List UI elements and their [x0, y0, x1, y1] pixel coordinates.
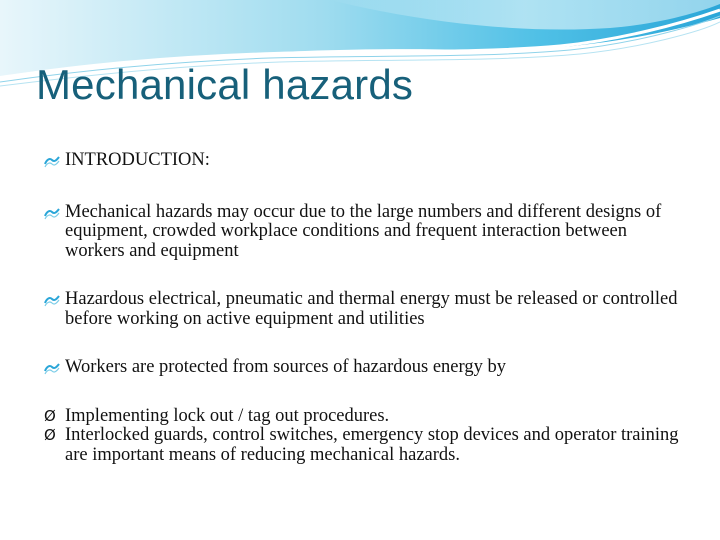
- bullet-text: INTRODUCTION:: [65, 150, 210, 170]
- arrow-bullet-icon: Ø: [44, 406, 56, 425]
- arrow-bullet-icon: Ø: [44, 426, 56, 444]
- bullet-item: [44, 151, 684, 171]
- slide-title: Mechanical hazards: [36, 61, 414, 108]
- sub-bullet-item: [44, 407, 684, 427]
- bullet-text: Hazardous electrical, pneumatic and thermal energy must be released or controlled before working on active equipment and utilities: [65, 289, 678, 329]
- bullet-item: [44, 290, 684, 329]
- wave-bullet-icon: [44, 294, 60, 307]
- sub-bullet-text: Implementing lock out / tag out procedures.: [65, 405, 390, 426]
- slide-body: [44, 150, 684, 465]
- bullet-text: Workers are protected from sources of hazardous energy by: [65, 357, 506, 377]
- bullet-item: [44, 358, 684, 378]
- bullet-item: [44, 203, 684, 262]
- wave-bullet-icon: [44, 207, 60, 220]
- sub-bullet-text: Interlocked guards, control switches, emergency stop devices and operator training are important means of reducing mechanical hazards.: [65, 425, 679, 465]
- sub-bullet-item: [44, 426, 684, 465]
- bullet-text: Mechanical hazards may occur due to the large numbers and different designs of equipment, crowded workplace conditions and frequent interaction between workers and equipment: [65, 201, 662, 261]
- wave-bullet-icon: [44, 362, 60, 375]
- wave-bullet-icon: [44, 155, 60, 168]
